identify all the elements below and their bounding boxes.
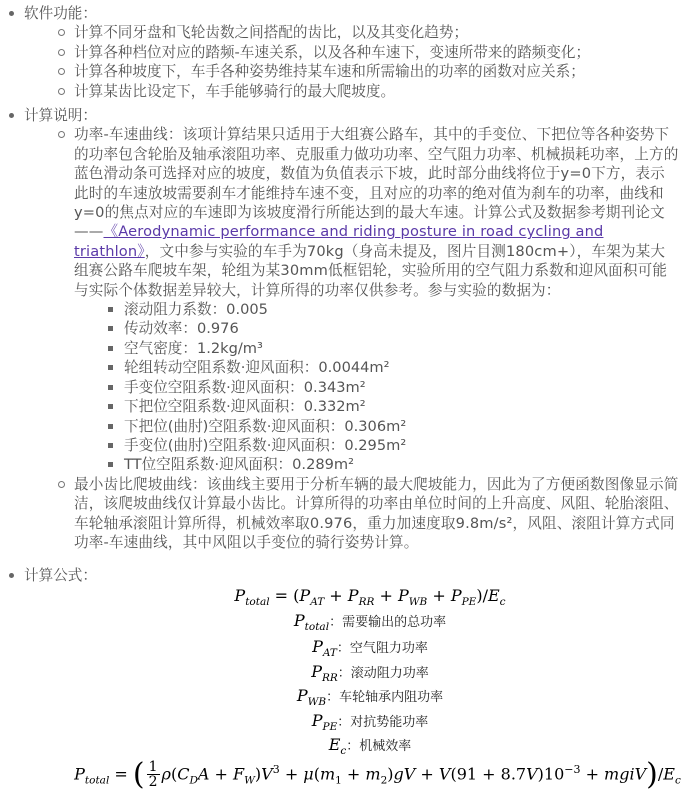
feature-text: 计算某齿比设定下，车手能够骑行的最大爬坡度。	[74, 82, 396, 100]
bullet-square-icon	[108, 346, 113, 351]
def-ec-text: ：机械效率	[346, 739, 412, 754]
notes-heading: 计算说明：	[24, 107, 97, 124]
param-text: 下把位空阻系数·迎风面积：0.332m²	[124, 398, 366, 416]
def-total-text: ：需要输出的总功率	[329, 615, 447, 630]
one-half-fraction: $\frac{1}{2}$	[148, 759, 158, 791]
param-item	[0, 397, 695, 416]
param-item	[0, 378, 695, 397]
bullet-circle-icon	[58, 88, 65, 95]
features-heading: 软件功能：	[24, 5, 97, 22]
bullet-circle-icon	[58, 68, 65, 75]
param-item	[0, 455, 695, 474]
bullet-circle-icon	[58, 131, 65, 138]
total-power-equation: $P_{total} = (P_{AT} + P_{RR} + P_{WB} + P_{PE})/E_c$	[234, 586, 506, 608]
bullet-square-icon	[108, 365, 113, 370]
bullet-square-icon	[108, 307, 113, 312]
bullet-circle-icon	[58, 49, 65, 56]
paper-link[interactable]: 《Aerodynamic performance and riding posture in road cycling and triathlon》	[74, 223, 604, 260]
def-rr-text: ：滚动阻力功率	[337, 666, 429, 681]
param-text: 传动效率：0.976	[124, 320, 239, 338]
param-text: 空气密度：1.2kg/m³	[124, 339, 263, 357]
climb-curve-note	[0, 475, 695, 553]
param-item	[0, 358, 695, 377]
feature-item	[0, 82, 695, 101]
expanded-equation: $P_{total}$ = ( $\frac{1}{2}$ $\rho(C_DA + F_W)V^3 + \mu(m_1 + m_2)gV + V(91 + 8.7V)10^{-3}$ + $mgiV)/E_c$	[74, 757, 681, 793]
param-text: 手变位(曲肘)空阻系数·迎风面积：0.295m²	[124, 436, 407, 454]
notes-list-item	[0, 106, 695, 552]
notes-section	[0, 106, 695, 552]
feature-text: 计算各种档位对应的踏频-车速关系，以及各种车速下，变速所带来的踏频变化；	[74, 43, 591, 61]
climb-curve-text: 最小齿比爬坡曲线：该曲线主要用于分析车辆的最大爬坡能力，因此为了方便函数图像显示简洁，该爬坡曲线仅计算最小齿比。计算所得的功率由单位时间的上升高度、风阻、轮胎滚阻、车轮轴承滚阻计算所得，机械效率取0.976，重力加速度取9.8m/s²，风阻、滚阻计算方式同功率-车速曲线，其中风阻以手变位的骑行姿势计算。	[74, 475, 679, 551]
bullet-square-icon	[108, 424, 113, 429]
param-text: 滚动阻力系数：0.005	[124, 301, 268, 319]
def-rr: $P_{RR}$：滚动阻力功率	[311, 662, 429, 684]
formula-list-item	[0, 566, 695, 585]
feature-text: 计算各种坡度下，车手各种姿势维持某车速和所需输出的功率的函数对应关系；	[74, 63, 585, 81]
param-list	[0, 300, 695, 475]
features-list	[0, 23, 695, 101]
bullet-square-icon	[108, 326, 113, 331]
features-section	[0, 4, 695, 101]
param-item	[0, 300, 695, 319]
power-curve-text: 功率-车速曲线：该项计算结果只适用于大组赛公路车，其中的手变位、下把位等各种姿势下的功率包含轮胎及轴承滚阻功率、克服重力做功功率、空气阻力功率、机械损耗功率，上方的蓝色滑动条可选择对应的坡度，数值为负值表示下坡，此时部分曲线将位于y=0下方，表示此时的车速放坡需要刹车才能维持车速不变，且对应的功率的绝对值为刹车的功率，曲线和y=0的焦点对应的车速即为该坡度滑行所能达到的最大车速。计算公式及数据参考期刊论文——	[74, 126, 679, 241]
bullet-disc-icon	[9, 113, 14, 118]
param-item	[0, 319, 695, 338]
bullet-square-icon	[108, 385, 113, 390]
power-curve-note	[0, 125, 695, 474]
feature-item	[0, 62, 695, 81]
def-total: $P_{total}$：需要输出的总功率	[293, 611, 447, 633]
formula-section	[0, 566, 695, 585]
def-ec: $E_c$：机械效率	[328, 735, 412, 757]
def-at-text: ：空气阻力功率	[336, 641, 428, 656]
features-list-item	[0, 4, 695, 101]
bullet-circle-icon	[58, 29, 65, 36]
param-text: 轮组转动空阻系数·迎风面积：0.0044m²	[124, 359, 390, 377]
feature-item	[0, 23, 695, 42]
def-wb: $P_{WB}$：车轮轴承内阻功率	[296, 686, 444, 708]
power-curve-text-cont: ，文中参与实验的车手为70kg（身高未提及，图片目测180cm+），车架为某大组赛公路车爬坡车架，轮组为某30mm低框铝轮，实验所用的空气阻力系数和迎风面积可能与实际个体数据差异较大，计算所得的功率仅供参考。参与实验的数据为：	[74, 242, 668, 299]
param-text: 手变位空阻系数·迎风面积：0.343m²	[124, 378, 366, 396]
power-curve-paragraph	[74, 125, 695, 300]
notes-list	[0, 125, 695, 552]
bullet-square-icon	[108, 462, 113, 467]
bullet-disc-icon	[9, 11, 14, 16]
def-pe: $P_{PE}$：对抗势能功率	[311, 711, 429, 733]
feature-text: 计算不同牙盘和飞轮齿数之间搭配的齿比，以及其变化趋势；	[74, 24, 469, 42]
feature-item	[0, 43, 695, 62]
param-item	[0, 417, 695, 436]
bullet-square-icon	[108, 404, 113, 409]
formula-heading: 计算公式：	[24, 567, 97, 584]
param-text: 下把位(曲肘)空阻系数·迎风面积：0.306m²	[124, 417, 407, 435]
def-wb-text: ：车轮轴承内阻功率	[326, 690, 444, 705]
bullet-square-icon	[108, 443, 113, 448]
bullet-circle-icon	[58, 481, 65, 488]
param-item	[0, 339, 695, 358]
param-text: TT位空阻系数·迎风面积：0.289m²	[124, 456, 354, 474]
def-at: $P_{AT}$：空气阻力功率	[312, 637, 428, 659]
def-pe-text: ：对抗势能功率	[337, 715, 429, 730]
bullet-disc-icon	[9, 573, 14, 578]
param-item	[0, 436, 695, 455]
